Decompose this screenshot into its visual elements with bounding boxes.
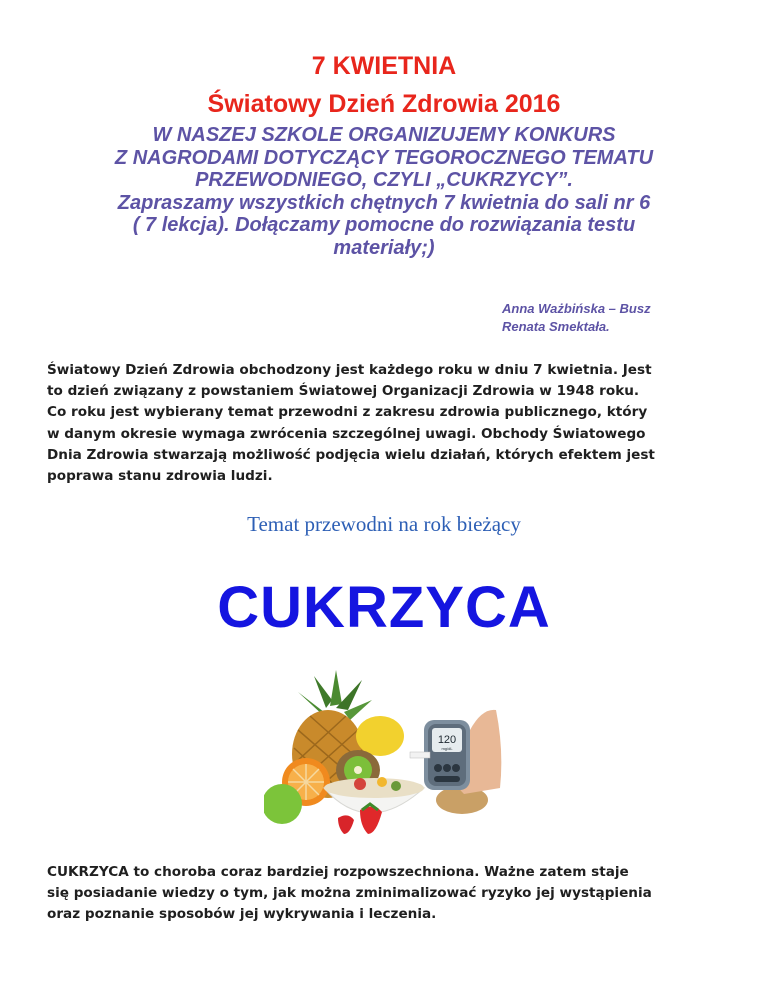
header-date: 7 KWIETNIA [311, 52, 457, 80]
test-strip-icon [410, 752, 430, 758]
invitation-line: ( 7 lekcja). Dołączamy pomocne do rozwiązania testu [132, 214, 636, 236]
intro-line: Co roku jest wybierany temat przewodni z zakresu zdrowia publicznego, który [47, 404, 648, 421]
intro-line: Dnia Zdrowia stwarzają możliwość podjęcia wielu działań, których efektem jest [47, 446, 655, 463]
invitation-line: Zapraszamy wszystkich chętnych 7 kwietnia do sali nr 6 [117, 191, 651, 214]
intro-line: w danym okresie wymaga zwrócenia szczególnej uwagi. Obchody Światowego [47, 425, 646, 442]
lemon-icon [356, 716, 404, 756]
intro-paragraph [47, 360, 737, 487]
outro-line: oraz poznanie sposobów jej wykrywania i leczenia. [47, 906, 437, 923]
intro-line: to dzień związany z powstaniem Światowej Organizacji Zdrowia w 1948 roku. [47, 383, 640, 400]
theme-subtitle: Temat przewodni na rok bieżący [247, 512, 521, 536]
invitation-line: Z NAGRODAMI DOTYCZĄCY TEGOROCZNEGO TEMATU [114, 146, 654, 169]
intro-line: Światowy Dzień Zdrowia obchodzony jest każdego roku w dniu 7 kwietnia. Jest [47, 362, 652, 378]
outro-line: się posiadanie wiedzy o tym, jak można zminimalizować ryzyko jej wystąpienia [47, 885, 652, 902]
glucometer-value: 120 [437, 734, 457, 746]
invitation-line: materiały;) [333, 236, 435, 259]
fruit-and-glucometer-image [264, 670, 504, 838]
outro-line: CUKRZYCA to choroba coraz bardziej rozpowszechniona. Ważne zatem staje [47, 864, 629, 880]
intro-line: poprawa stanu zdrowia ludzi. [47, 468, 273, 485]
theme-name-heading: CUKRZYCA [217, 575, 551, 640]
author-name: Renata Smektała. [502, 319, 610, 334]
invitation-line: PRZEWODNIEGO, CZYLI „CUKRZYCY”. [195, 169, 573, 191]
authors-block [502, 300, 651, 336]
invitation-paragraph [40, 124, 728, 259]
header-event-title: Światowy Dzień Zdrowia 2016 [207, 90, 561, 118]
glucometer-icon [424, 720, 470, 790]
glucometer-unit: mg/dL [441, 746, 453, 751]
invitation-line: W NASZEJ SZKOLE ORGANIZUJEMY KONKURS [152, 124, 616, 146]
outro-paragraph [47, 862, 737, 926]
strawberry-icon [338, 815, 354, 834]
author-name: Anna Ważbińska – Busz [502, 301, 651, 316]
